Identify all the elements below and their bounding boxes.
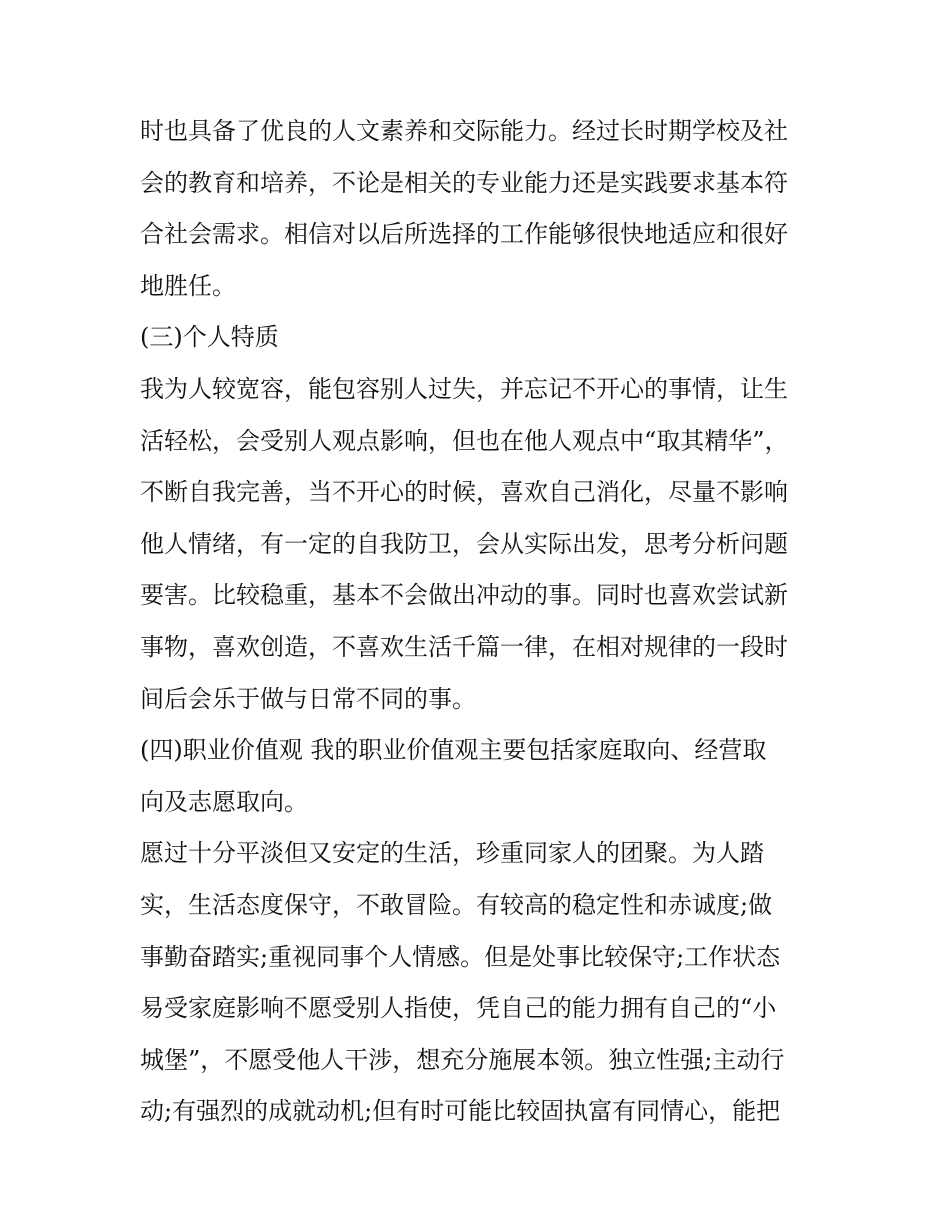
text-line: 我为人较宽容，能包容别人过失，并忘记不开心的事情，让生 — [140, 374, 788, 403]
text-line: 地胜任。 — [140, 271, 236, 300]
text-line: 事勤奋踏实;重视同事个人情感。但是处事比较保守;工作状态 — [140, 942, 781, 971]
text-line: 动;有强烈的成就动机;但有时可能比较固执富有同情心，能把 — [140, 1097, 781, 1126]
text-line: 间后会乐于做与日常不同的事。 — [140, 684, 476, 713]
text-line: 他人情绪，有一定的自我防卫，会从实际出发，思考分析问题 — [140, 529, 788, 558]
section-heading-career-values: (四)职业价值观 我的职业价值观主要包括家庭取向、经营取 — [140, 736, 767, 765]
text-line: 合社会需求。相信对以后所选择的工作能够很快地适应和很好 — [140, 220, 788, 249]
text-line: 向及志愿取向。 — [140, 787, 308, 816]
text-line: 时也具备了优良的人文素养和交际能力。经过长时期学校及社 — [140, 117, 788, 145]
text-line: 不断自我完善，当不开心的时候，喜欢自己消化，尽量不影响 — [140, 478, 788, 507]
text-line: 活轻松，会受别人观点影响，但也在他人观点中“取其精华”， — [140, 426, 789, 455]
document-body — [140, 106, 820, 1138]
text-line: 城堡”，不愿受他人干涉，想充分施展本领。独立性强;主动行 — [140, 1045, 785, 1074]
text-line: 易受家庭影响不愿受别人指使，凭自己的能力拥有自己的“小 — [140, 994, 777, 1023]
text-line: 实，生活态度保守，不敢冒险。有较高的稳定性和赤诚度;做 — [140, 890, 773, 919]
text-line: 要害。比较稳重，基本不会做出冲动的事。同时也喜欢尝试新 — [140, 581, 788, 610]
text-line: 会的教育和培养，不论是相关的专业能力还是实践要求基本符 — [140, 168, 788, 197]
text-line: 事物，喜欢创造，不喜欢生活千篇一律，在相对规律的一段时 — [140, 632, 788, 661]
text-line: 愿过十分平淡但又安定的生活，珍重同家人的团聚。为人踏 — [140, 839, 764, 868]
section-heading-personal-traits: (三)个人特质 — [140, 323, 279, 352]
